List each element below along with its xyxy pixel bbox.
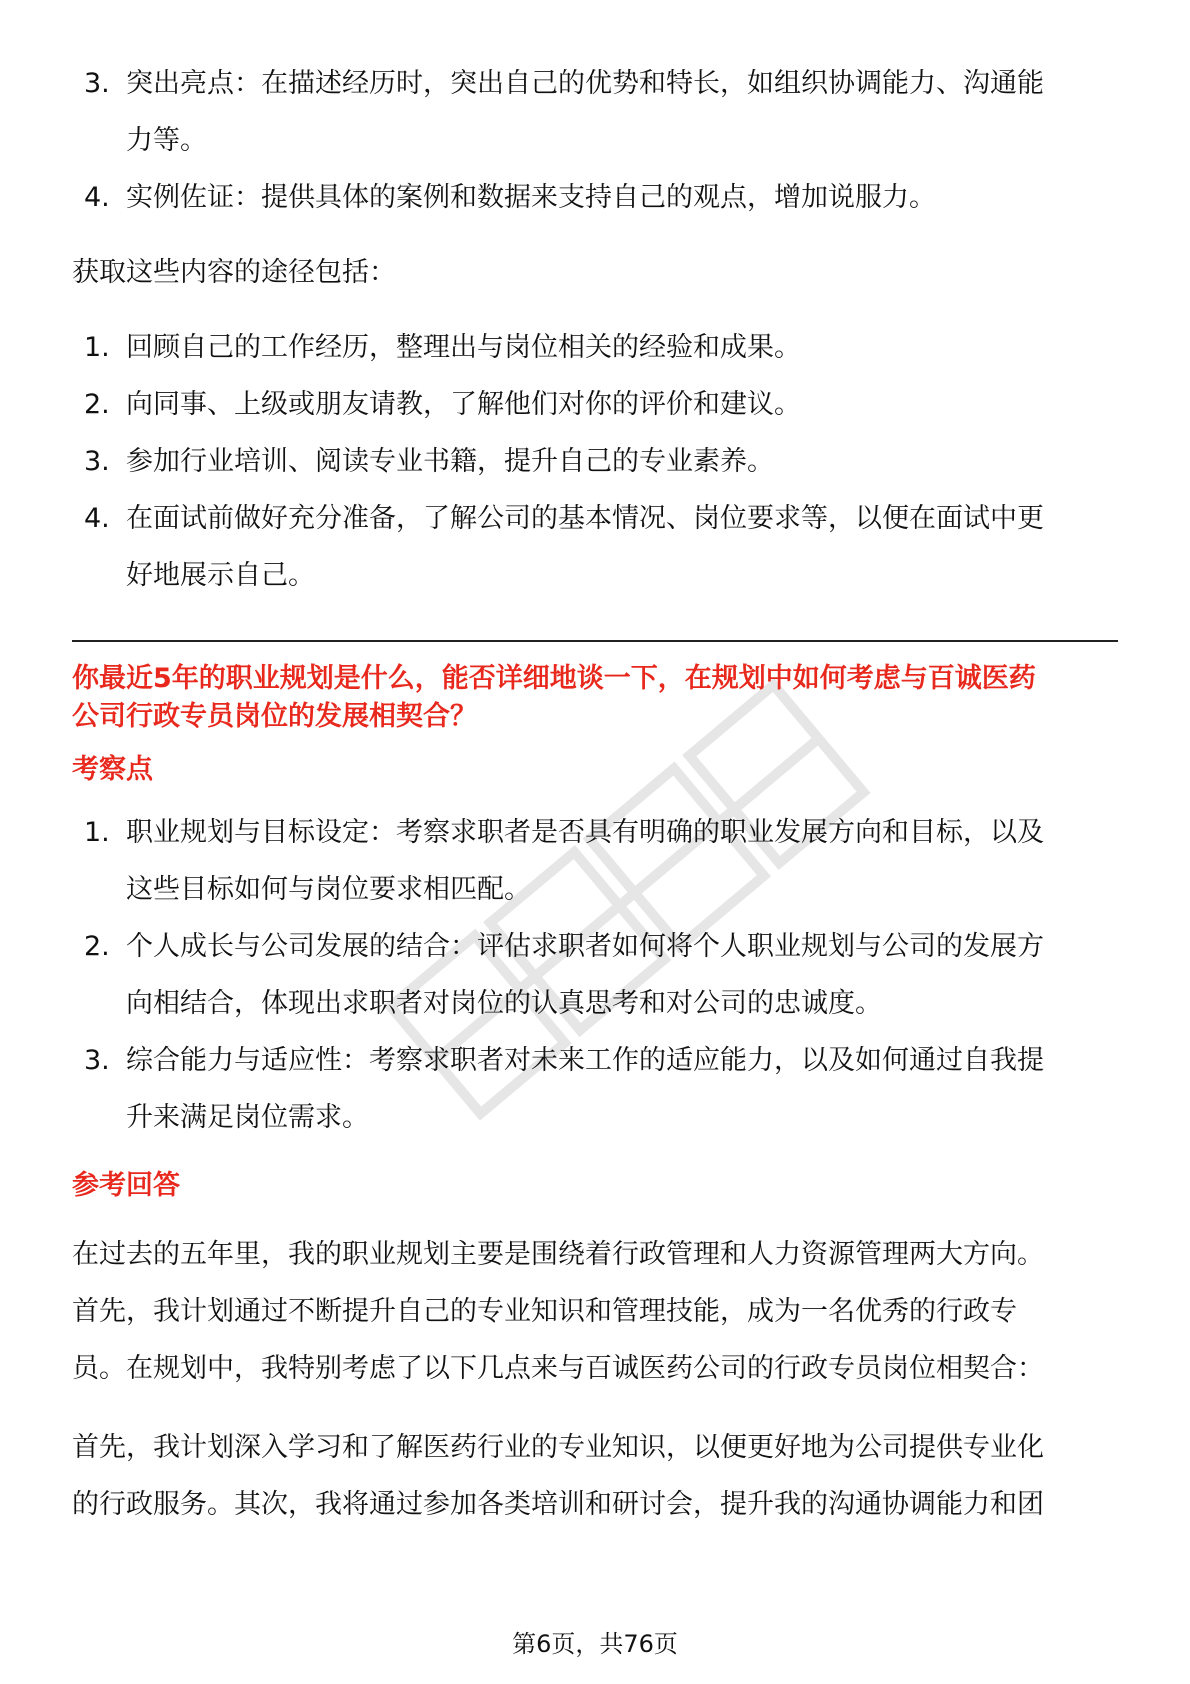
section-title-kaochadian: 考察点 (72, 754, 153, 785)
list-number: 1. (84, 332, 110, 363)
paths-intro: 获取这些内容的途径包括： (72, 257, 396, 288)
list-item (72, 433, 1118, 490)
answer-paragraph-1 (72, 1226, 1118, 1397)
list-item-line: 向同事、上级或朋友请教，了解他们对你的评价和建议。 (126, 389, 801, 420)
answer-line: 在过去的五年里，我的职业规划主要是围绕着行政管理和人力资源管理两大方向。 (72, 1239, 1044, 1270)
list-item-text (126, 490, 1118, 604)
list-item-line: 回顾自己的工作经历，整理出与岗位相关的经验和成果。 (126, 332, 801, 363)
list-item (72, 55, 1118, 169)
list-item (72, 319, 1118, 376)
list-item (72, 918, 1118, 1032)
kaochadian-list (72, 804, 1118, 1146)
list-item-line: 参加行业培训、阅读专业书籍，提升自己的专业素养。 (126, 446, 774, 477)
list-item-text (126, 55, 1118, 169)
list-item-text (126, 918, 1118, 1032)
list-item-line: 突出亮点：在描述经历时，突出自己的优势和特长，如组织协调能力、沟通能 (126, 68, 1044, 99)
question-line: 公司行政专员岗位的发展相契合？ (72, 701, 477, 732)
list-number: 2. (84, 931, 110, 962)
list-item-line: 综合能力与适应性：考察求职者对未来工作的适应能力，以及如何通过自我提 (126, 1045, 1044, 1076)
section-title-answer: 参考回答 (72, 1170, 180, 1201)
page-footer: 第6页，共76页 (512, 1630, 678, 1658)
list-item-line: 升来满足岗位需求。 (126, 1102, 369, 1133)
list-item-line: 实例佐证：提供具体的案例和数据来支持自己的观点，增加说服力。 (126, 182, 936, 213)
page-content (72, 55, 1118, 1533)
list-item-line: 职业规划与目标设定：考察求职者是否具有明确的职业发展方向和目标，以及 (126, 817, 1044, 848)
list-number: 3. (84, 68, 110, 99)
list-number: 4. (84, 503, 110, 534)
list-item (72, 490, 1118, 604)
list-item-line: 在面试前做好充分准备，了解公司的基本情况、岗位要求等，以便在面试中更 (126, 503, 1044, 534)
answer-line: 员。在规划中，我特别考虑了以下几点来与百诚医药公司的行政专员岗位相契合： (72, 1353, 1044, 1384)
question-line: 你最近5年的职业规划是什么，能否详细地谈一下，在规划中如何考虑与百诚医药 (72, 663, 1036, 694)
list-item-line: 力等。 (126, 125, 207, 156)
paths-list (72, 319, 1118, 604)
tips-list (72, 55, 1118, 226)
question-heading (72, 660, 1118, 736)
list-item (72, 376, 1118, 433)
list-item-text (126, 804, 1118, 918)
list-number: 4. (84, 182, 110, 213)
answer-line: 的行政服务。其次，我将通过参加各类培训和研讨会，提升我的沟通协调能力和团 (72, 1489, 1044, 1520)
answer-line: 首先，我计划通过不断提升自己的专业知识和管理技能，成为一名优秀的行政专 (72, 1296, 1017, 1327)
list-item-text (126, 1032, 1118, 1146)
list-number: 2. (84, 389, 110, 420)
list-item-line: 好地展示自己。 (126, 560, 315, 591)
list-item (72, 1032, 1118, 1146)
list-item (72, 804, 1118, 918)
list-item-line: 这些目标如何与岗位要求相匹配。 (126, 874, 531, 905)
list-item-line: 个人成长与公司发展的结合：评估求职者如何将个人职业规划与公司的发展方 (126, 931, 1044, 962)
answer-line: 首先，我计划深入学习和了解医药行业的专业知识，以便更好地为公司提供专业化 (72, 1432, 1044, 1463)
list-number: 3. (84, 1045, 110, 1076)
list-item (72, 169, 1118, 226)
list-number: 1. (84, 817, 110, 848)
answer-paragraph-2 (72, 1419, 1118, 1533)
list-item-line: 向相结合，体现出求职者对岗位的认真思考和对公司的忠诚度。 (126, 988, 882, 1019)
list-number: 3. (84, 446, 110, 477)
